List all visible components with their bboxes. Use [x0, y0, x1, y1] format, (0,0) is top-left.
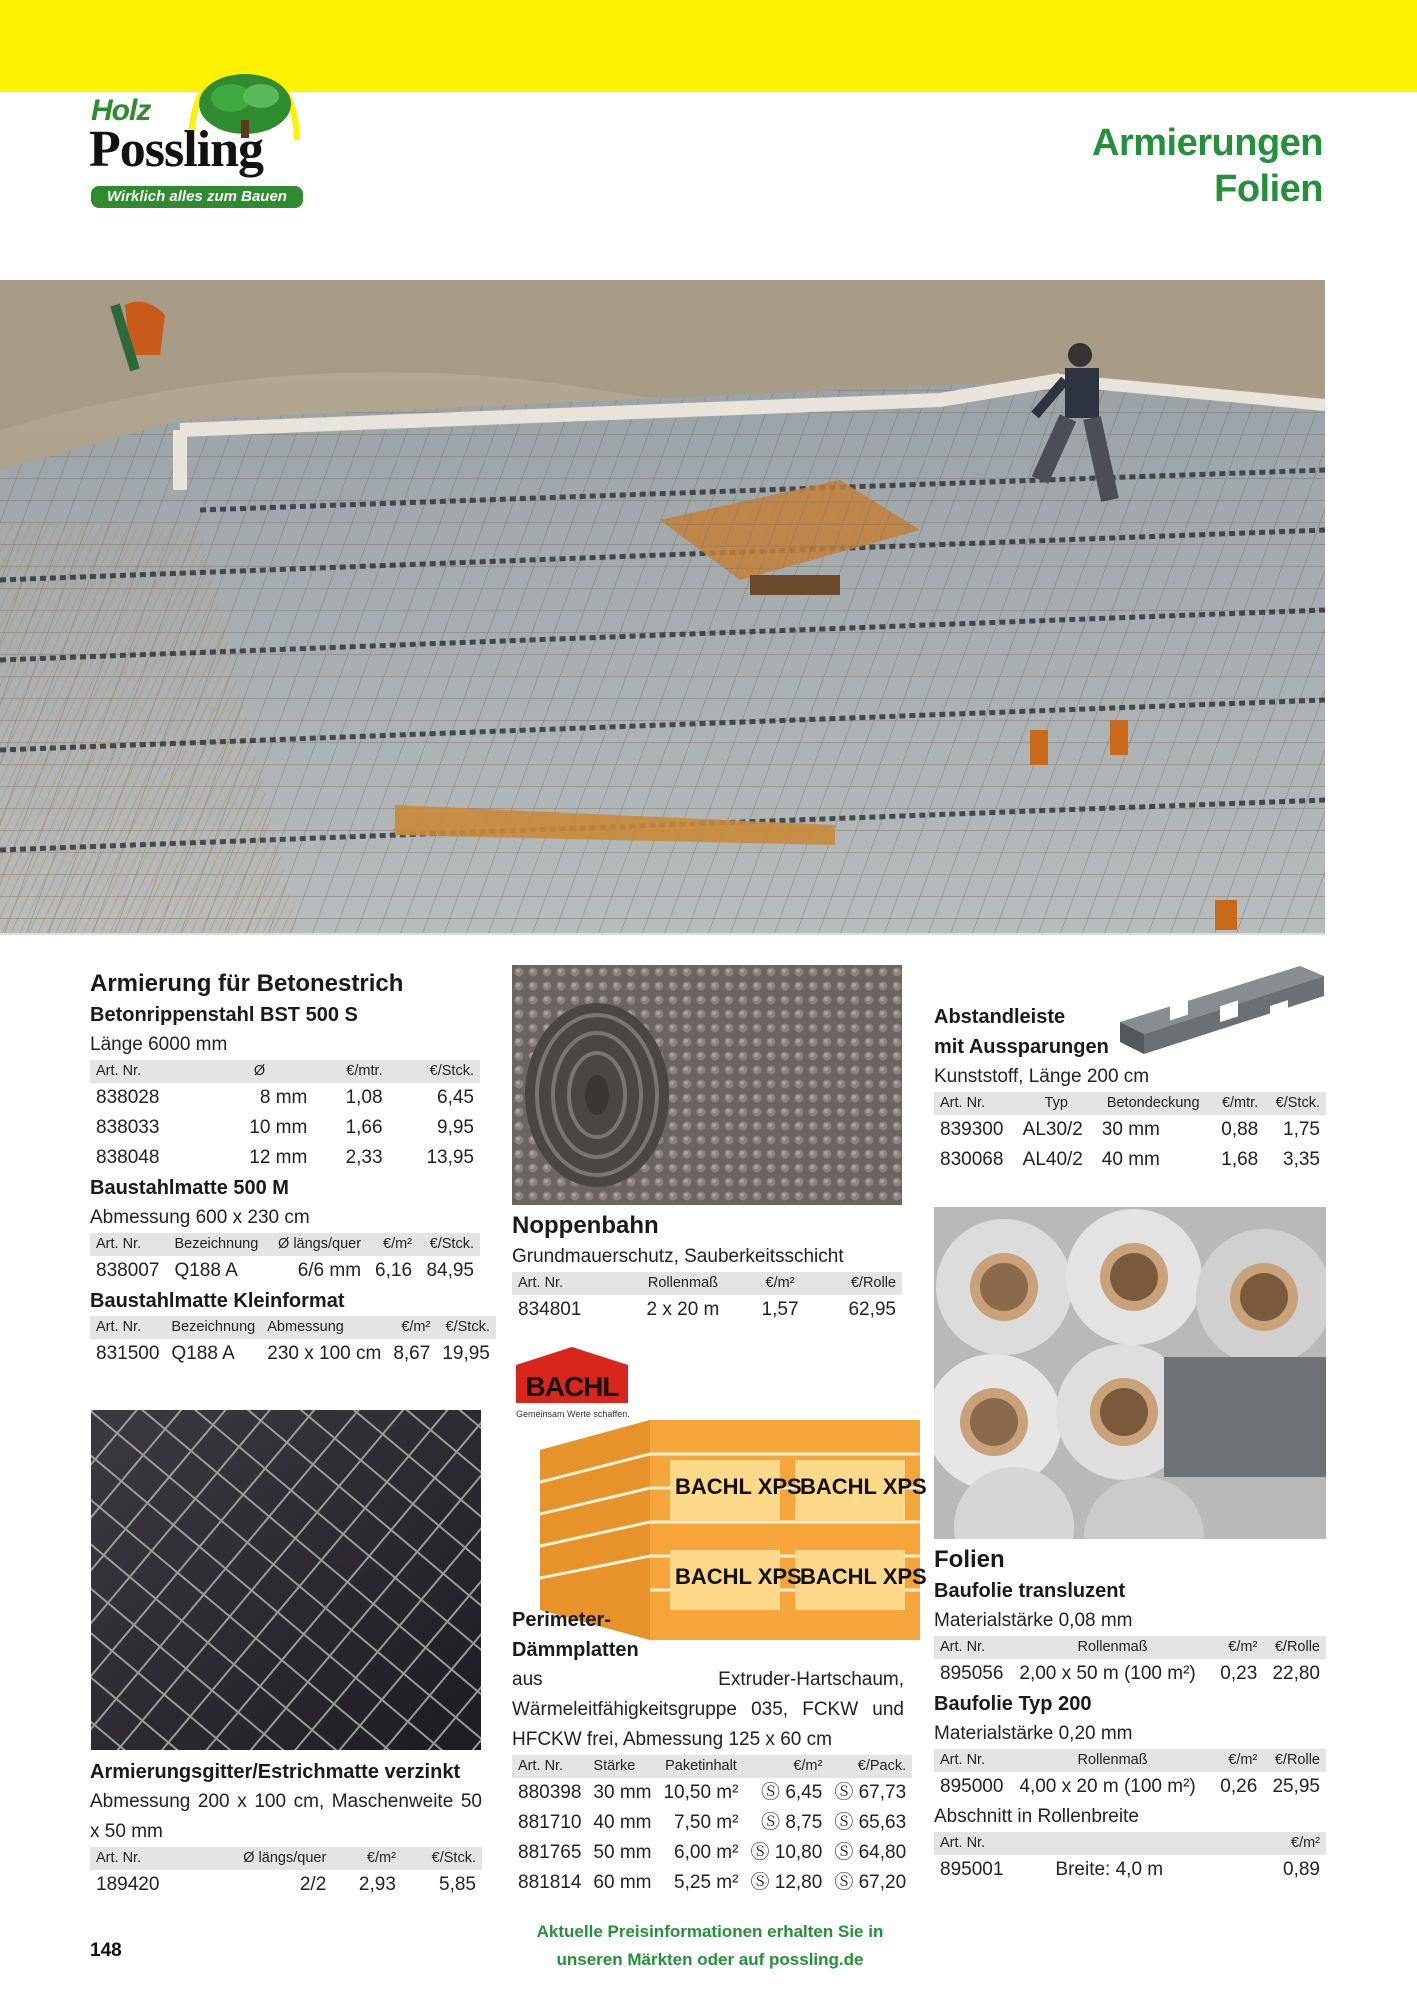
- cell: 6/6 mm: [297, 1260, 362, 1281]
- cell: 13,95: [426, 1147, 474, 1168]
- col-header: €/Stck.: [418, 1233, 480, 1256]
- gitter-title: Armierungsgitter/Estrichmatte verzinkt: [90, 1761, 461, 1783]
- cell: 881710: [518, 1812, 582, 1833]
- board-label: BACHL XPS: [800, 1474, 927, 1499]
- cell: 881765: [518, 1842, 582, 1863]
- page-number: 148: [90, 1940, 122, 1961]
- cell: 6,16: [375, 1260, 413, 1281]
- col-header: €/m²: [387, 1316, 436, 1339]
- cell: 40 mm: [593, 1812, 652, 1833]
- table-row: [934, 1855, 1326, 1885]
- col-header: €/Stck.: [436, 1316, 496, 1339]
- perimeter-desc: aus Extruder-Hartschaum, Wärmeleitfähigkeitsgruppe 035, FCKW und HFCKW frei, Abmessung 125 x 60 cm: [512, 1669, 904, 1750]
- table-row: [934, 1659, 1326, 1689]
- col-header: €/m²: [1212, 1636, 1264, 1659]
- col-header: Art. Nr.: [90, 1847, 197, 1870]
- armierung-table-2: [90, 1233, 480, 1286]
- cell: 839300: [940, 1119, 1004, 1140]
- gitter-section: [90, 1757, 482, 1900]
- col-header: Ø längs/quer: [268, 1233, 367, 1256]
- col-header: Art. Nr.: [90, 1316, 165, 1339]
- cell: 6,00 m²: [674, 1842, 739, 1863]
- logo-slogan: Wirklich alles zum Bauen: [91, 186, 303, 208]
- page-title: [1092, 120, 1323, 212]
- table-row: [90, 1339, 496, 1369]
- col-header: €/Stck.: [389, 1060, 480, 1083]
- col-header: Stärke: [587, 1755, 657, 1778]
- col-header: €/Rolle: [1263, 1749, 1326, 1772]
- cell: 84,95: [426, 1260, 474, 1281]
- table-row: [90, 1083, 480, 1113]
- cell: 230 x 100 cm: [267, 1343, 382, 1364]
- s-symbol-icon: Ⓢ: [834, 1812, 854, 1833]
- bachl-slogan: Gemeinsam Werte schaffen.: [516, 1409, 630, 1419]
- cell: [1233, 1855, 1251, 1885]
- table-row: [90, 1143, 480, 1173]
- col-header: Art. Nr.: [90, 1233, 168, 1256]
- spacer-bar-photo: [1110, 962, 1328, 1057]
- cell: 881814: [518, 1872, 582, 1893]
- cell: 9,95: [437, 1117, 474, 1138]
- col-header: Ø längs/quer: [197, 1847, 332, 1870]
- col-header: €/m²: [367, 1233, 418, 1256]
- col-header: [1049, 1832, 1232, 1855]
- s-symbol-icon: Ⓢ: [761, 1782, 781, 1803]
- col-header: €/Stck.: [402, 1847, 482, 1870]
- folien-sub1: Baufolie transluzent: [934, 1580, 1126, 1602]
- board-label: BACHL XPS: [675, 1474, 802, 1499]
- folien-sub3: Abschnitt in Rollenbreite: [934, 1806, 1139, 1827]
- folien-sub2-desc: Materialstärke 0,20 mm: [934, 1723, 1133, 1744]
- armierung-section: [90, 968, 490, 1369]
- noppenbahn-photo: [512, 965, 902, 1205]
- abstand-table: [934, 1092, 1326, 1175]
- col-header: Rollenmaß: [1013, 1749, 1211, 1772]
- noppen-desc: Grundmauerschutz, Sauberkeitsschicht: [512, 1246, 844, 1267]
- cell: AL40/2: [1022, 1149, 1083, 1170]
- col-header: Art. Nr.: [934, 1832, 1049, 1855]
- gitter-desc: Abmessung 200 x 100 cm, Maschenweite 50 x 50 mm: [90, 1791, 482, 1842]
- folien-table-2: [934, 1749, 1326, 1802]
- cell: 5,25 m²: [674, 1872, 739, 1893]
- cell: 831500: [96, 1343, 160, 1364]
- cell: Ⓢ 67,73: [834, 1782, 907, 1803]
- abstand-title-2: mit Aussparungen: [934, 1036, 1109, 1058]
- cell: 12 mm: [249, 1147, 308, 1168]
- cell: 10 mm: [249, 1117, 308, 1138]
- cell: 895056: [940, 1663, 1004, 1684]
- folien-sub1-desc: Materialstärke 0,08 mm: [934, 1610, 1133, 1631]
- logo-holz: Holz: [91, 94, 151, 127]
- table-row: [934, 1145, 1326, 1175]
- s-symbol-icon: Ⓢ: [750, 1872, 770, 1893]
- cell: 4,00 x 20 m (100 m²): [1019, 1776, 1196, 1797]
- cell: 2 x 20 m: [646, 1299, 720, 1320]
- gitter-table: [90, 1847, 482, 1900]
- cell: 0,23: [1220, 1663, 1258, 1684]
- perimeter-section: [512, 1605, 907, 1898]
- table-row: [512, 1295, 902, 1325]
- cell: Q188 A: [171, 1343, 235, 1364]
- armierung-sub2-desc: Abmessung 600 x 230 cm: [90, 1207, 310, 1228]
- col-header: Art. Nr.: [934, 1636, 1013, 1659]
- table-row: [934, 1772, 1326, 1802]
- col-header: Art. Nr.: [934, 1749, 1013, 1772]
- board-label: BACHL XPS: [800, 1564, 927, 1589]
- perimeter-title-1: Perimeter-: [512, 1609, 611, 1631]
- table-row: [512, 1808, 912, 1838]
- bachl-logo-text: BACHL: [525, 1371, 619, 1402]
- board-label: BACHL XPS: [675, 1564, 802, 1589]
- col-header: €/mtr.: [313, 1060, 388, 1083]
- cell: Ⓢ 6,45: [761, 1782, 823, 1803]
- cell: 6,45: [437, 1087, 474, 1108]
- cell: 838048: [96, 1147, 160, 1168]
- table-row: [512, 1778, 912, 1808]
- col-header: Art. Nr.: [512, 1272, 621, 1295]
- table-row: [934, 1115, 1326, 1145]
- cell: 1,08: [345, 1087, 383, 1108]
- col-header: €/Stck.: [1264, 1092, 1326, 1115]
- cell: 10,50 m²: [663, 1782, 739, 1803]
- cell: Breite: 4,0 m: [1055, 1859, 1164, 1880]
- cell: 5,85: [439, 1874, 476, 1895]
- possling-logo[interactable]: [85, 62, 315, 212]
- cell: 880398: [518, 1782, 582, 1803]
- col-header: Art. Nr.: [934, 1092, 1017, 1115]
- col-header: [1233, 1832, 1251, 1855]
- col-header: Bezeichnung: [165, 1316, 261, 1339]
- cell: Ⓢ 8,75: [761, 1812, 823, 1833]
- col-header: €/m²: [1251, 1832, 1326, 1855]
- cell: 50 mm: [593, 1842, 652, 1863]
- armierung-title: Armierung für Betonestrich: [90, 970, 404, 997]
- col-header: €/Pack.: [828, 1755, 912, 1778]
- cell: 2,93: [358, 1874, 396, 1895]
- noppen-title: Noppenbahn: [512, 1212, 659, 1239]
- armierung-sub1: Betonrippenstahl BST 500 S: [90, 1004, 358, 1026]
- cell: 0,26: [1220, 1776, 1258, 1797]
- noppen-section: [512, 1210, 902, 1325]
- title-line-1: Armierungen: [1092, 122, 1323, 164]
- s-symbol-icon: Ⓢ: [750, 1842, 770, 1863]
- table-row: [512, 1838, 912, 1868]
- cell: 895000: [940, 1776, 1004, 1797]
- cell: AL30/2: [1022, 1119, 1083, 1140]
- cell: Ⓢ 67,20: [834, 1872, 907, 1893]
- col-header: Rollenmaß: [621, 1272, 744, 1295]
- armierung-table-3: [90, 1316, 496, 1369]
- price-info-footer[interactable]: [505, 1918, 915, 1974]
- armierung-sub2: Baustahlmatte 500 M: [90, 1177, 289, 1199]
- folien-section: [934, 1544, 1326, 1885]
- cell: 1,57: [761, 1299, 799, 1320]
- cell: Ⓢ 65,63: [834, 1812, 907, 1833]
- col-header: €/m²: [332, 1847, 402, 1870]
- cell: 60 mm: [593, 1872, 652, 1893]
- cell: 2,00 x 50 m (100 m²): [1019, 1663, 1196, 1684]
- perimeter-title-2: Dämmplatten: [512, 1639, 639, 1661]
- cell: Ⓢ 10,80: [750, 1842, 823, 1863]
- footer-line-2[interactable]: unseren Märkten oder auf possling.de: [556, 1950, 864, 1969]
- s-symbol-icon: Ⓢ: [834, 1782, 854, 1803]
- s-symbol-icon: Ⓢ: [834, 1842, 854, 1863]
- cell: 40 mm: [1101, 1149, 1160, 1170]
- col-header: Abmessung: [261, 1316, 387, 1339]
- table-row: [90, 1870, 482, 1900]
- col-header: Ø: [206, 1060, 314, 1083]
- cell: Q188 A: [174, 1260, 238, 1281]
- cell: 3,35: [1283, 1149, 1320, 1170]
- cell: 62,95: [848, 1299, 896, 1320]
- col-header: Rollenmaß: [1013, 1636, 1211, 1659]
- table-row: [90, 1256, 480, 1286]
- col-header: €/m²: [1212, 1749, 1264, 1772]
- armierung-sub3: Baustahlmatte Kleinformat: [90, 1290, 345, 1312]
- mesh-grid-photo: [91, 1410, 481, 1750]
- cell: 19,95: [442, 1343, 490, 1364]
- abstand-desc: Kunststoff, Länge 200 cm: [934, 1066, 1150, 1087]
- noppen-table: [512, 1272, 902, 1325]
- folien-table-3: [934, 1832, 1326, 1885]
- folien-sub2: Baufolie Typ 200: [934, 1693, 1092, 1715]
- hero-photo-reinforcement: [0, 280, 1325, 935]
- footer-line-1: Aktuelle Preisinformationen erhalten Sie in: [536, 1922, 884, 1941]
- col-header: Paketinhalt: [657, 1755, 744, 1778]
- col-header: Art. Nr.: [90, 1060, 206, 1083]
- table-row: [90, 1113, 480, 1143]
- col-header: Bezeichnung: [168, 1233, 268, 1256]
- col-header: Betondeckung: [1096, 1092, 1211, 1115]
- col-header: €/Rolle: [1263, 1636, 1326, 1659]
- cell: 30 mm: [593, 1782, 652, 1803]
- logo-possling: Possling: [89, 121, 264, 178]
- col-header: €/mtr.: [1211, 1092, 1265, 1115]
- s-symbol-icon: Ⓢ: [761, 1812, 781, 1833]
- folien-table-1: [934, 1636, 1326, 1689]
- col-header: Art. Nr.: [512, 1755, 587, 1778]
- cell: 834801: [518, 1299, 582, 1320]
- title-line-2: Folien: [1214, 168, 1323, 210]
- cell: 25,95: [1272, 1776, 1320, 1797]
- cell: 2,33: [345, 1147, 383, 1168]
- cell: 1,68: [1221, 1149, 1259, 1170]
- cell: Ⓢ 12,80: [750, 1872, 823, 1893]
- cell: Ⓢ 64,80: [834, 1842, 907, 1863]
- cell: 8,67: [393, 1343, 431, 1364]
- folien-title: Folien: [934, 1546, 1005, 1573]
- cell: 838028: [96, 1087, 160, 1108]
- perimeter-table: [512, 1755, 912, 1898]
- col-header: €/Rolle: [816, 1272, 902, 1295]
- cell: 8 mm: [259, 1087, 308, 1108]
- cell: 830068: [940, 1149, 1004, 1170]
- cell: 1,66: [345, 1117, 383, 1138]
- cell: 0,89: [1283, 1859, 1320, 1880]
- folien-rolls-photo: [934, 1207, 1326, 1539]
- table-row: [512, 1868, 912, 1898]
- armierung-table-1: [90, 1060, 480, 1173]
- cell: 895001: [940, 1859, 1004, 1880]
- abstand-title-1: Abstandleiste: [934, 1006, 1066, 1028]
- cell: 838033: [96, 1117, 160, 1138]
- cell: 189420: [96, 1874, 160, 1895]
- col-header: €/m²: [744, 1755, 828, 1778]
- cell: 7,50 m²: [674, 1812, 739, 1833]
- armierung-sub1-desc: Länge 6000 mm: [90, 1034, 228, 1055]
- cell: 838007: [96, 1260, 160, 1281]
- s-symbol-icon: Ⓢ: [834, 1872, 854, 1893]
- col-header: €/m²: [745, 1272, 816, 1295]
- cell: 30 mm: [1101, 1119, 1160, 1140]
- cell: 0,88: [1221, 1119, 1259, 1140]
- cell: 2/2: [299, 1874, 327, 1895]
- cell: 22,80: [1272, 1663, 1320, 1684]
- cell: 1,75: [1283, 1119, 1320, 1140]
- col-header: Typ: [1017, 1092, 1096, 1115]
